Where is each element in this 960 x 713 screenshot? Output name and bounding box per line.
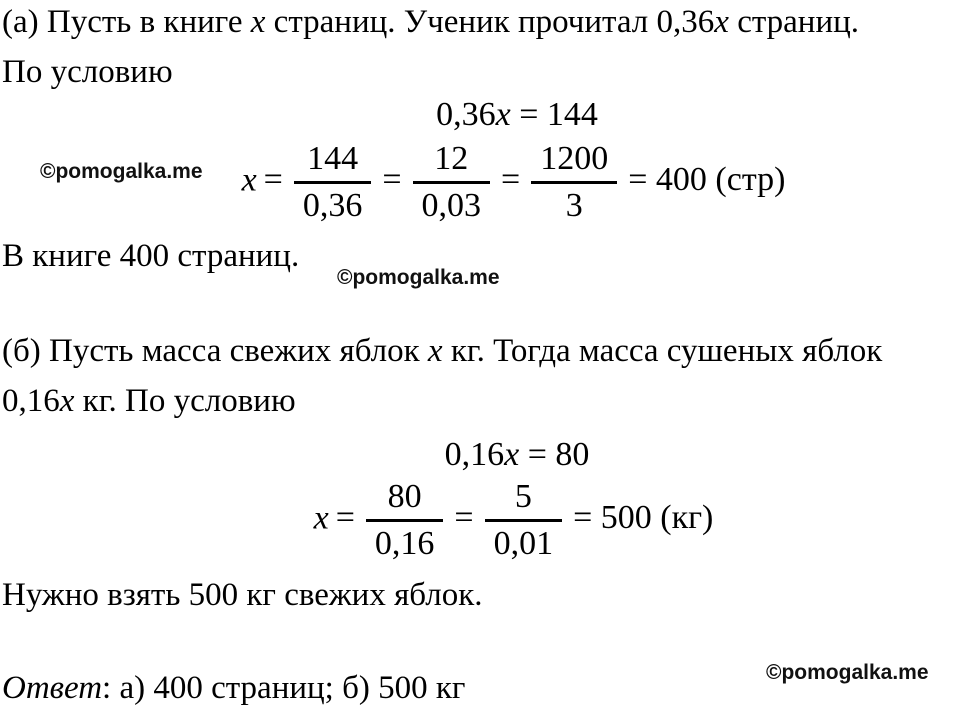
equals-sign: = — [382, 161, 402, 199]
part-b-condition-text: кг. По условию — [74, 383, 296, 419]
equation-result: = 500 (кг) — [573, 499, 714, 537]
fraction-numerator: 144 — [294, 140, 372, 184]
answer-label: Ответ — [2, 670, 103, 706]
fraction-numerator: 80 — [366, 478, 444, 522]
fraction-numerator: 1200 — [531, 140, 617, 184]
coefficient: 0,36 — [436, 96, 496, 133]
part-b-conclusion-text: Нужно взять 500 кг свежих яблок. — [2, 577, 483, 613]
fraction-numerator: 5 — [485, 478, 563, 522]
fraction-12-003 — [413, 140, 491, 225]
variable-x: x — [427, 333, 443, 369]
part-a-conclusion-text: В книге 400 страниц. — [2, 238, 300, 274]
fraction-denominator: 0,16 — [374, 525, 435, 562]
coefficient: 0,16 — [2, 383, 60, 419]
fraction-144-036 — [294, 140, 372, 225]
equation-result: = 400 (стр) — [628, 161, 786, 199]
fraction-5-001 — [485, 478, 563, 563]
fraction-denominator: 0,01 — [493, 525, 554, 562]
variable-x: x — [313, 499, 329, 537]
answer-text: : а) 400 страниц; б) 500 кг — [102, 670, 466, 706]
part-a-condition-text: По условию — [2, 54, 173, 90]
part-b-text-pre: (б) Пусть масса свежих яблок — [2, 333, 428, 369]
part-a-text-pre: (а) Пусть в книге — [2, 4, 251, 40]
variable-x: x — [504, 436, 520, 473]
part-b-solution-equation — [0, 478, 960, 563]
variable-x: x — [250, 4, 266, 40]
part-a-text-mid: страниц. Ученик прочитал 0,36 — [265, 4, 715, 40]
fraction-1200-3 — [531, 140, 617, 225]
watermark-pomogalka-bottom: ©pomogalka.me — [766, 661, 929, 684]
equals-sign: = — [454, 499, 474, 537]
variable-x: x — [241, 161, 257, 199]
fraction-denominator: 0,36 — [302, 187, 363, 224]
part-a-statement-line2 — [2, 54, 960, 91]
coefficient: 0,16 — [444, 436, 505, 473]
part-b-statement-line2 — [2, 383, 960, 420]
final-answer — [2, 670, 960, 707]
equals-sign: = — [335, 499, 355, 537]
variable-x: x — [714, 4, 729, 40]
part-b-statement-line1 — [2, 333, 960, 370]
fraction-denominator: 3 — [565, 187, 583, 224]
equals-sign: = — [501, 161, 521, 199]
part-a-text-post: страниц. — [728, 4, 860, 40]
fraction-numerator: 12 — [413, 140, 491, 184]
watermark-pomogalka-center: ©pomogalka.me — [337, 266, 500, 289]
equation-rhs: = 80 — [519, 436, 590, 473]
part-b-condition-equation — [0, 436, 960, 474]
variable-x: x — [59, 383, 75, 419]
fraction-denominator: 0,03 — [421, 187, 482, 224]
equation-rhs: = 144 — [510, 96, 598, 133]
part-a-condition-equation — [0, 96, 960, 134]
part-b-text-post: кг. Тогда масса сушеных яблок — [442, 333, 883, 369]
equals-sign: = — [263, 161, 283, 199]
part-a-statement-line1 — [2, 4, 960, 41]
part-b-conclusion — [2, 577, 960, 614]
fraction-80-016 — [366, 478, 444, 563]
watermark-pomogalka-left: ©pomogalka.me — [40, 160, 203, 183]
variable-x: x — [495, 96, 511, 133]
